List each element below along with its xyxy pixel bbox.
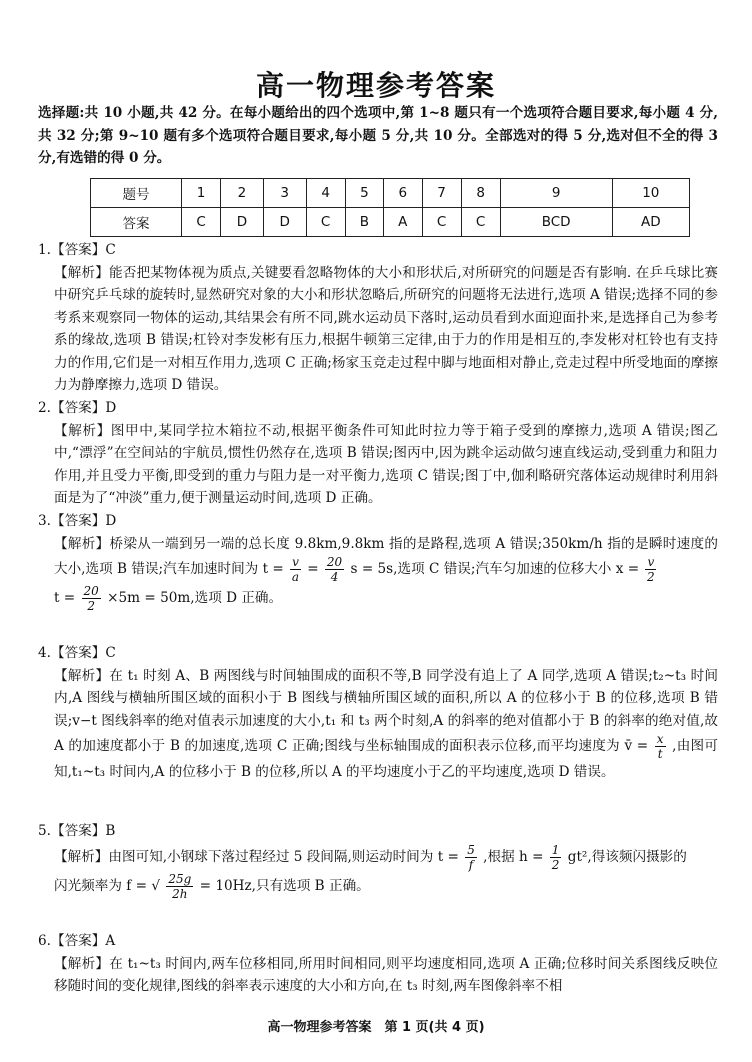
question-number: 1	[182, 179, 221, 208]
question-4-explanation	[38, 665, 718, 784]
question-5-answer: 5.【答案】B	[38, 823, 116, 839]
fraction-denominator: a	[291, 570, 300, 584]
page-title: 高一物理参考答案	[255, 69, 496, 102]
question-1	[38, 239, 718, 397]
answer-cell: C	[306, 208, 345, 237]
question-2-answer: 2.【答案】D	[38, 400, 117, 416]
q5-text-b: ,根据 h =	[483, 848, 544, 865]
q5-text-e: = 10Hz,只有选项 B 正确。	[199, 877, 370, 894]
answer-row	[91, 208, 690, 237]
question-1-answer: 1.【答案】C	[38, 242, 116, 258]
fraction-numerator: 20	[326, 555, 343, 569]
fraction-denominator: 2h	[172, 886, 188, 901]
question-number: 10	[612, 179, 689, 208]
q5-fraction-5-over-f	[465, 843, 477, 872]
row-label-number: 题号	[91, 179, 182, 208]
answer-cell: A	[384, 208, 422, 237]
answer-cell: B	[345, 208, 383, 237]
question-number-row	[91, 179, 690, 208]
question-5-explanation	[38, 843, 718, 901]
question-number: 7	[422, 179, 461, 208]
question-6	[38, 930, 718, 998]
q4-text-b: ,由图可知,t₁~t₃ 时间内,A 的位移小于 B 的位移,所以 A 的平均速度小于乙的平均速度,选项 D 错误。	[54, 738, 718, 780]
question-4	[38, 642, 718, 784]
question-6-answer: 6.【答案】A	[38, 933, 116, 949]
answer-cell: D	[221, 208, 264, 237]
question-number: 4	[306, 179, 345, 208]
answer-cell: BCD	[500, 208, 612, 237]
q3-text-d: ×5m = 50m,选项 D 正确。	[107, 590, 283, 606]
question-5	[38, 820, 718, 901]
fraction-numerator: v	[292, 555, 299, 569]
fraction-denominator: f	[468, 857, 474, 872]
fraction-numerator: 25g	[168, 871, 192, 886]
question-number: 9	[500, 179, 612, 208]
question-3	[38, 510, 718, 613]
q3-text-a: 【解析】桥梁从一端到另一端的总长度 9.8km,9.8km 指的是路程,选项 A 错误;350km/h 指的是瞬时速度的大小,选项 B 错误;汽车加速时间为 t =	[54, 535, 718, 577]
answer-cell: AD	[612, 208, 689, 237]
answer-cell: C	[182, 208, 221, 237]
question-1-explanation: 【解析】能否把某物体视为质点,关键要看忽略物体的大小和形状后,对所研究的问题是否有影响. 在乒乓球比赛中研究乒乓球的旋转时,显然研究对象的大小和形状忽略后,所研究的问题将无法进行,选项 A 错误;选择不同的参考系来观察同一物体的运动,其结果会有所不同,跳水运动员下落时,运动员看到水面迎面扑来,是选择自己为参考系的缘故,选项 B 错误;杠铃对李发彬有压力,根据牛顿第三定律,由于力的作用是相互的,李发彬对杠铃也有支持力的作用,它们是一对相互作用力,选项 C 正确;杨家玉竞走过程中脚与地面相对静止,竞走过程中所受地面的摩擦力为静摩擦力,选项 D 错误。	[54, 264, 718, 393]
q3-text-c: t =	[54, 590, 76, 606]
q4-text-a: 【解析】在 t₁ 时刻 A、B 两图线与时间轴围成的面积不等,B 同学没有追上了 A 同学,选项 A 错误;t₂~t₃ 时间内,A 图线与横轴所围区域的面积小于 B 图线与横轴所围区域的面积,所以 A 的位移小于 B 的位移,选项 B 错误;v−t 图线斜率的绝对值表示加速度的大小,t₁ 和 t₃ 两个时刻,A 的斜率的绝对值都小于 B 的斜率的绝对值,故 A 的加速度都小于 B 的加速度,选项 C 正确;图线与坐标轴围成的面积表示位移,而平均速度为 v̄ =	[54, 667, 718, 754]
question-number: 5	[345, 179, 383, 208]
fraction-denominator: t	[657, 747, 663, 761]
question-4-answer: 4.【答案】C	[38, 645, 116, 661]
question-2-explanation: 【解析】图甲中,某同学拉木箱拉不动,根据平衡条件可知此时拉力等于箱子受到的摩擦力,选项 A 错误;图乙中,“漂浮”在空间站的宇航员,惯性仍然存在,选项 B 错误;图丙中,因为跳伞运动做匀速直线运动,受到重力和阻力作用,并且受力平衡,即受到的重力与阻力是一对平衡力,选项 C 错误;图丁中,伽利略研究落体运动规律时利用斜面是为了“冲淡”重力,便于测量运动时间,选项 D 正确。	[54, 422, 718, 506]
q3-fraction-v-over-2	[645, 555, 656, 584]
answer-table	[90, 178, 690, 237]
row-label-answer: 答案	[91, 208, 182, 237]
q3-fraction-v-over-a	[290, 555, 301, 584]
question-2	[38, 397, 718, 510]
q3-fraction-20-over-2	[82, 584, 101, 613]
q4-fraction-x-over-t	[655, 732, 666, 761]
q5-text-a: 【解析】由图可知,小钢球下落过程经过 5 段间隔,则运动时间为 t =	[54, 848, 459, 865]
fraction-denominator: 2	[87, 599, 95, 613]
fraction-denominator: 2	[647, 570, 655, 584]
q3-text-b: s = 5s,选项 C 错误;汽车匀加速的位移大小 x =	[350, 561, 640, 577]
fraction-denominator: 4	[330, 570, 339, 584]
fraction-numerator: 5	[467, 842, 475, 857]
q3-fraction-20-over-4	[325, 555, 344, 584]
fraction-numerator: 1	[551, 842, 560, 857]
fraction-numerator: x	[656, 732, 664, 746]
question-3-explanation	[38, 533, 718, 614]
answer-cell: C	[461, 208, 500, 237]
fraction-denominator: 2	[551, 857, 560, 872]
question-3-answer: 3.【答案】D	[38, 513, 117, 529]
question-number: 6	[384, 179, 422, 208]
q5-fraction-25g-over-2h	[166, 872, 193, 901]
answer-cell: D	[263, 208, 306, 237]
answer-cell: C	[422, 208, 461, 237]
page-footer: 高一物理参考答案 第 1 页(共 4 页)	[267, 1020, 485, 1035]
q5-text-c: gt²,得该频闪摄影的	[567, 848, 687, 865]
question-number: 3	[263, 179, 306, 208]
instructions-paragraph: 选择题:共 10 小题,共 42 分。在每小题给出的四个选项中,第 1~8 题只有一个选项符合题目要求,每小题 4 分,共 32 分;第 9~10 题有多个选项符合题目要求,每小题 5 分,共 10 分。全部选对的得 5 分,选对但不全的得 3 分,有选错的得 0 分。	[38, 105, 718, 166]
q3-equals: =	[307, 561, 319, 577]
question-6-explanation: 【解析】在 t₁~t₃ 时间内,两车位移相同,所用时间相同,则平均速度相同,选项 A 正确;位移时间关系图线反映位移随时间的变化规律,图线的斜率表示速度的大小和方向,在 t₃ 时刻,两车图像斜率不相	[54, 955, 718, 994]
fraction-numerator: v	[647, 555, 655, 569]
fraction-numerator: 20	[83, 584, 99, 598]
question-number: 8	[461, 179, 500, 208]
q5-text-d: 闪光频率为 f = √	[54, 877, 161, 894]
q5-fraction-1-over-2	[550, 843, 562, 872]
question-number: 2	[221, 179, 264, 208]
